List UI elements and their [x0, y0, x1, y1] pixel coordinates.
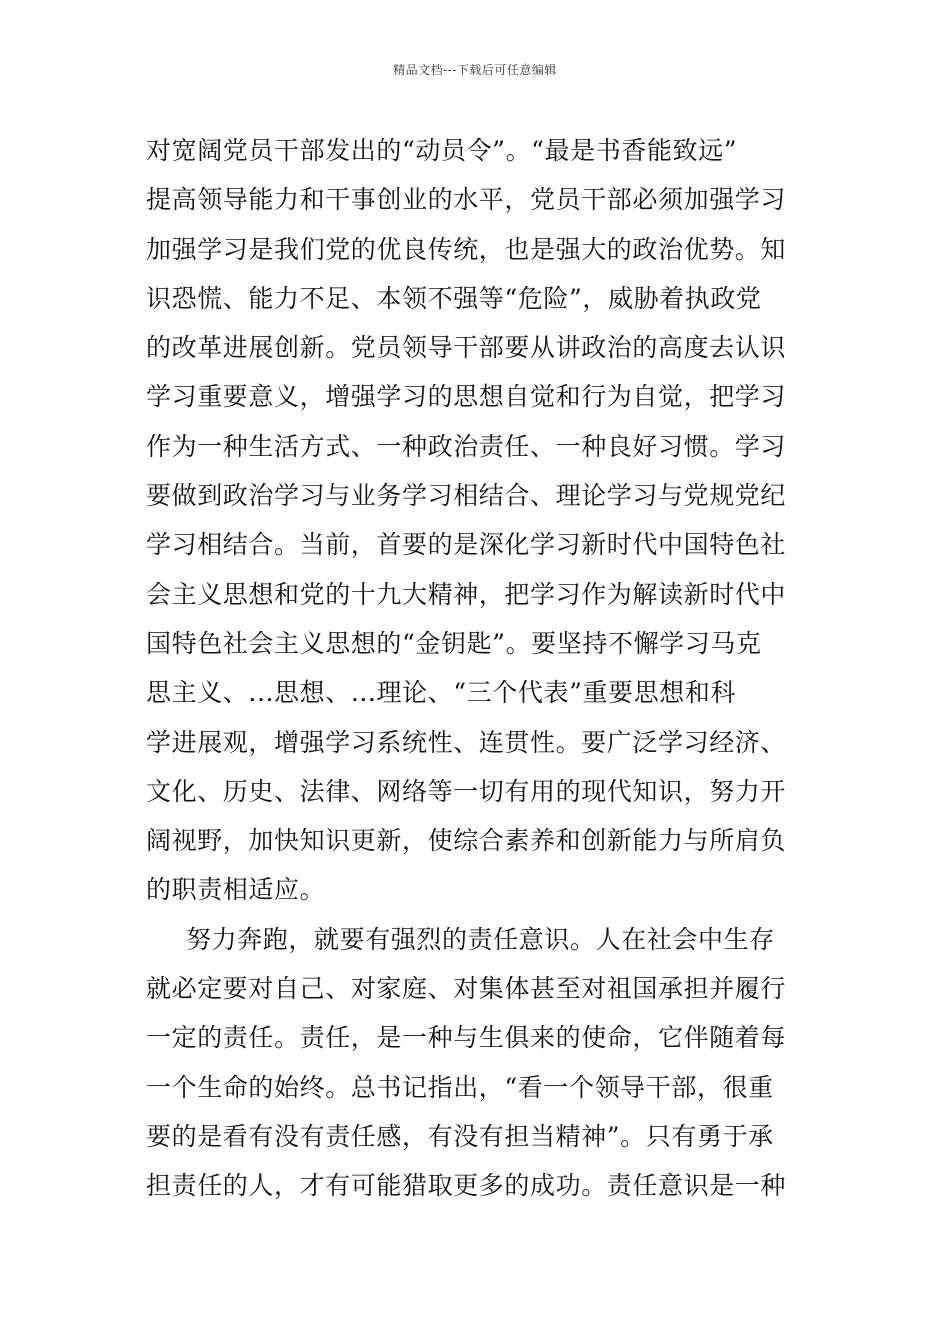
text-line: 加强学习是我们党的优良传统，也是强大的政治优势。知	[146, 234, 787, 264]
text-line: 学习重要意义，增强学习的思想自觉和行为自觉，把学习	[146, 382, 787, 412]
page-header: 精品文档---下载后可任意编辑	[393, 63, 557, 77]
text-line: 学习相结合。当前，首要的是深化学习新时代中国特色社	[146, 530, 787, 560]
text-line: 作为一种生活方式、一种政治责任、一种良好习惯。学习	[146, 431, 787, 461]
text-line: 识恐慌、能力不足、本领不强等“危险”，威胁着执政党	[146, 283, 762, 313]
text-line: 的职责相适应。	[146, 875, 326, 905]
text-line: 阔视野，加快知识更新，使综合素养和创新能力与所肩负	[146, 826, 787, 856]
text-line: 文化、历史、法律、网络等一切有用的现代知识，努力开	[146, 776, 787, 806]
text-line: 对宽阔党员干部发出的“动员令”。“最是书香能致远”	[146, 136, 738, 165]
text-line: 要的是看有没有责任感，有没有担当精神”。只有勇于承	[146, 1121, 774, 1151]
text-line: 会主义思想和党的十九大精神，把学习作为解读新时代中	[146, 579, 787, 609]
text-line: 学进展观，增强学习系统性、连贯性。要广泛学习经济、	[146, 727, 787, 757]
text-line: 担责任的人，才有可能猎取更多的成功。责任意识是一种	[146, 1171, 787, 1201]
text-line: 思主义、...思想、...理论、“三个代表”重要思想和科	[146, 678, 737, 708]
paragraph-first-line: 努力奔跑，就要有强烈的责任意识。人在社会中生存	[186, 924, 775, 954]
text-line: 的改革进展创新。党员领导干部要从讲政治的高度去认识	[146, 333, 787, 363]
text-line: 一个生命的始终。总书记指出，“看一个领导干部，很重	[146, 1072, 774, 1102]
text-line: 一定的责任。责任，是一种与生俱来的使命，它伴随着每	[146, 1023, 787, 1053]
document-body	[146, 126, 808, 1211]
text-line: 提高领导能力和干事创业的水平，党员干部必须加强学习	[146, 185, 787, 215]
text-line: 要做到政治学习与业务学习相结合、理论学习与党规党纪	[146, 481, 787, 511]
text-line: 就必定要对自己、对家庭、对集体甚至对祖国承担并履行	[146, 974, 787, 1004]
text-line: 国特色社会主义思想的“金钥匙”。要坚持不懈学习马克	[146, 628, 762, 658]
